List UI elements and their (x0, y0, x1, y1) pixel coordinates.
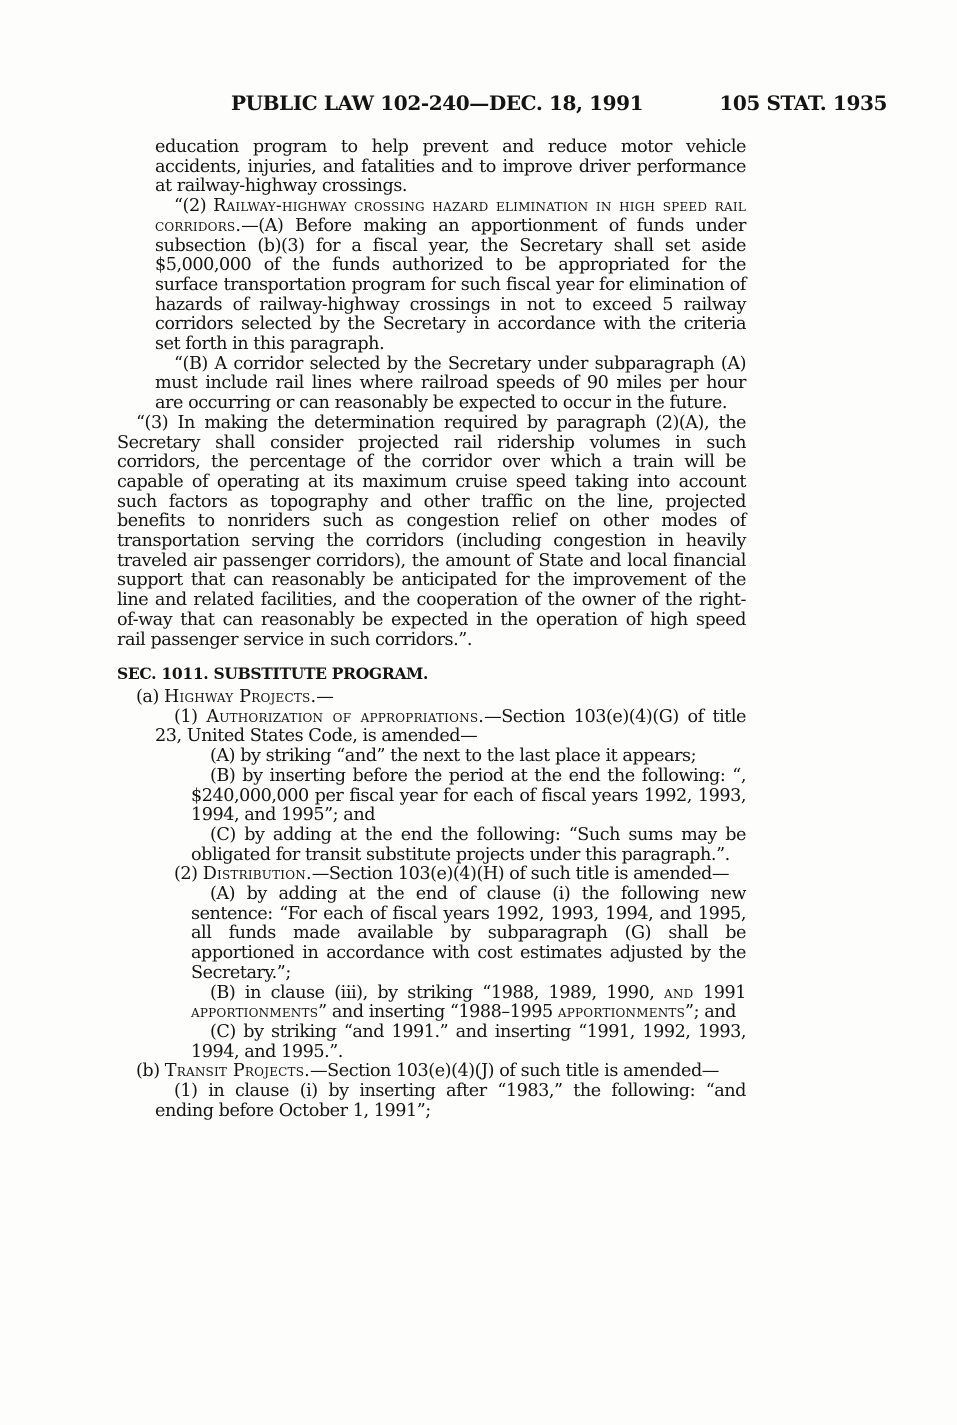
subsection-b-transit-projects: (b) Transit Projects.—Section 103(e)(4)(J) of such title is amended— (136, 1061, 719, 1082)
paragraph-railway-highway-crossing: “(2) Railway-highway crossing hazard elimination in high speed rail corridors.—(A) Before making an apportionment of funds under subsection (b)(3) for a fiscal year, the Secretary shall set aside $5,000,000 of the funds authorized to be appropriated for the surface transportation program for such fiscal year for elimination of hazards of railway-highway crossings in not to exceed 5 railway corridors selected by the Secretary in accordance with the criteria set forth in this paragraph. (155, 196, 746, 355)
public-law-title: PUBLIC LAW 102-240—DEC. 18, 1991 (231, 91, 644, 115)
paragraph-authorization: (1) Authorization of appropriations.—Section 103(e)(4)(G) of title 23, United States Code, is amended— (155, 706, 747, 747)
statute-page-number: 105 STAT. 1935 (719, 91, 887, 115)
paragraph-corridor-selection: “(B) A corridor selected by the Secretary under subparagraph (A) must include rail lines where railroad speeds of 90 miles per hour are occurring or can reasonably be expected to occur in the future. (155, 353, 746, 414)
clause-a2-A: (A) by adding at the end of clause (i) the following new sentence: “For each of fiscal years 1992, 1993, 1994, and 1995, all funds made available by subparagraph (G) shall be apportioned in accordance with cost estimates adjusted by the Secretary.”; (191, 884, 746, 983)
paragraph-determination: “(3) In making the determination required by paragraph (2)(A), the Secretary shall consider projected rail ridership volumes in such corridors, the percentage of the corridor over which a train will be capable of operating at its maximum cruise speed taking into account such factors as topography and other traffic on the line, projected benefits to nonriders such as congestion relief on other modes of transportation serving the corridors (including congestion in heavily traveled air passenger corridors), the amount of State and local financial support that can reasonably be anticipated for the improvement of the line and related facilities, and the cooperation of the owner of the right-of-way that can reasonably be expected in the operation of high speed rail passenger service in such corridors.”. (117, 412, 746, 650)
page-header (231, 91, 887, 121)
paragraph-distribution: (2) Distribution.—Section 103(e)(4)(H) of such title is amended— (174, 864, 729, 885)
clause-a1-C: (C) by adding at the end the following: “Such sums may be obligated for transit substitute projects under this paragraph.”. (191, 824, 746, 865)
clause-a2-C: (C) by striking “and 1991.” and inserting “1991, 1992, 1993, 1994, and 1995.”. (191, 1021, 746, 1062)
clause-a1-B: (B) by inserting before the period at the end the following: “, $240,000,000 per fiscal year for each of fiscal years 1992, 1993, 1994, and 1995”; and (191, 765, 746, 826)
clause-b1: (1) in clause (i) by inserting after “1983,” the following: “and ending before October 1, 1991”; (155, 1081, 746, 1121)
clause-a2-B: (B) in clause (iii), by striking “1988, 1989, 1990, and 1991 apportionments” and inserting “1988–1995 apportionments”; and (191, 982, 746, 1023)
paragraph-heading: Railway-highway crossing hazard elimination in high speed rail corridors. (155, 196, 746, 236)
section-heading: SEC. 1011. SUBSTITUTE PROGRAM. (117, 664, 429, 684)
clause-a1-A: (A) by striking “and” the next to the last place it appears; (210, 746, 697, 767)
paragraph-driver-education: education program to help prevent and reduce motor vehicle accidents, injuries, and fatalities and to improve driver performance at railway-highway crossings. (155, 137, 746, 197)
subsection-a-highway-projects: (a) Highway Projects.— (136, 686, 334, 707)
document-body (117, 138, 746, 1121)
